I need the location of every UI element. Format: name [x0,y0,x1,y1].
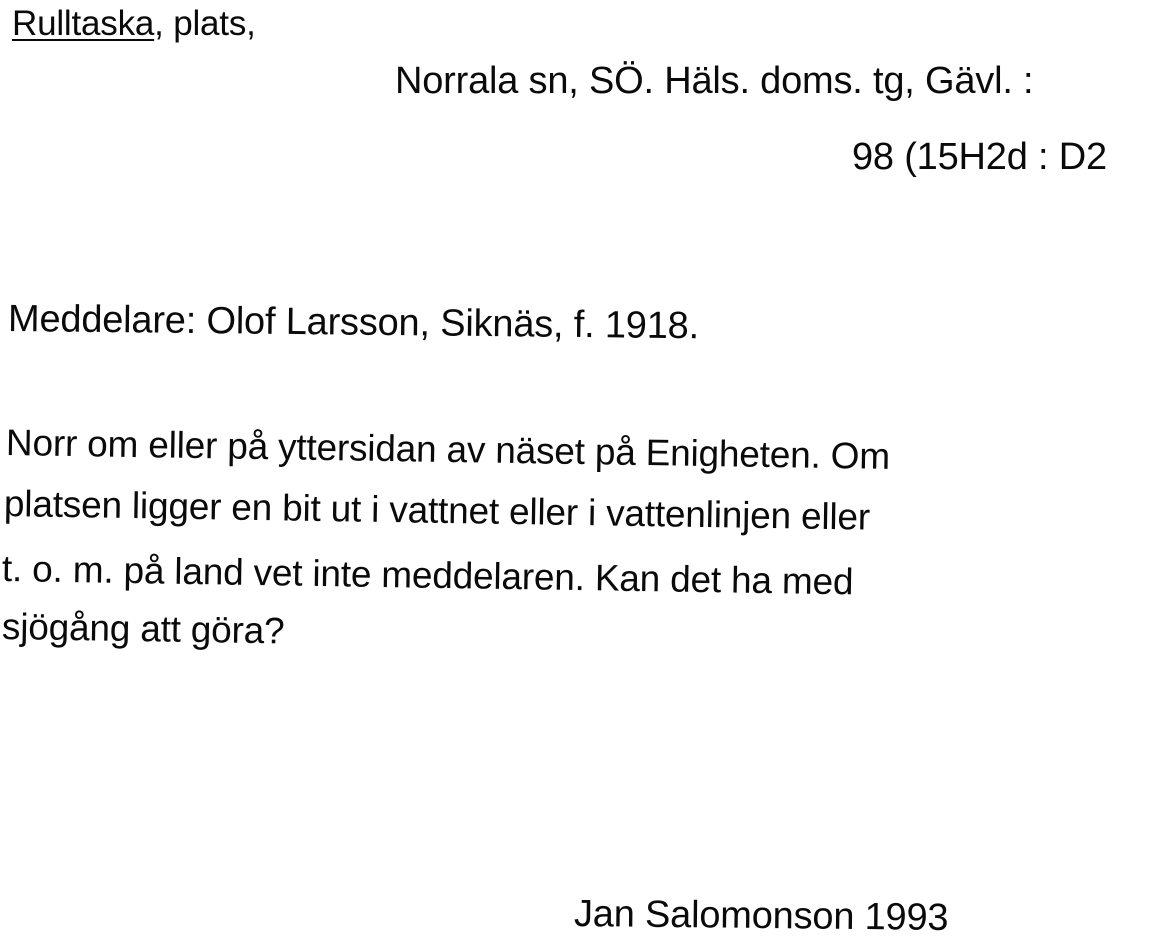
location-line: Norrala sn, SÖ. Häls. doms. tg, Gävl. : [395,60,1034,102]
description-line: sjögång att göra? [1,606,285,652]
description-line: Norr om eller på yttersidan av näset på Enigheten. Om [5,422,891,477]
informant-line: Meddelare: Olof Larsson, Siknäs, f. 1918. [7,298,700,348]
map-reference: 98 (15H2d : D2 [852,136,1107,178]
headword-suffix: , plats, [154,4,256,43]
description-line: t. o. m. på land vet inte meddelaren. Kan det ha med [1,548,854,603]
recorder-signature: Jan Salomonson 1993 [573,893,949,939]
record-title [12,6,256,41]
description-line: platsen ligger en bit ut i vattnet eller i vattenlinjen eller [3,483,871,538]
headword: Rulltaska [12,4,155,43]
